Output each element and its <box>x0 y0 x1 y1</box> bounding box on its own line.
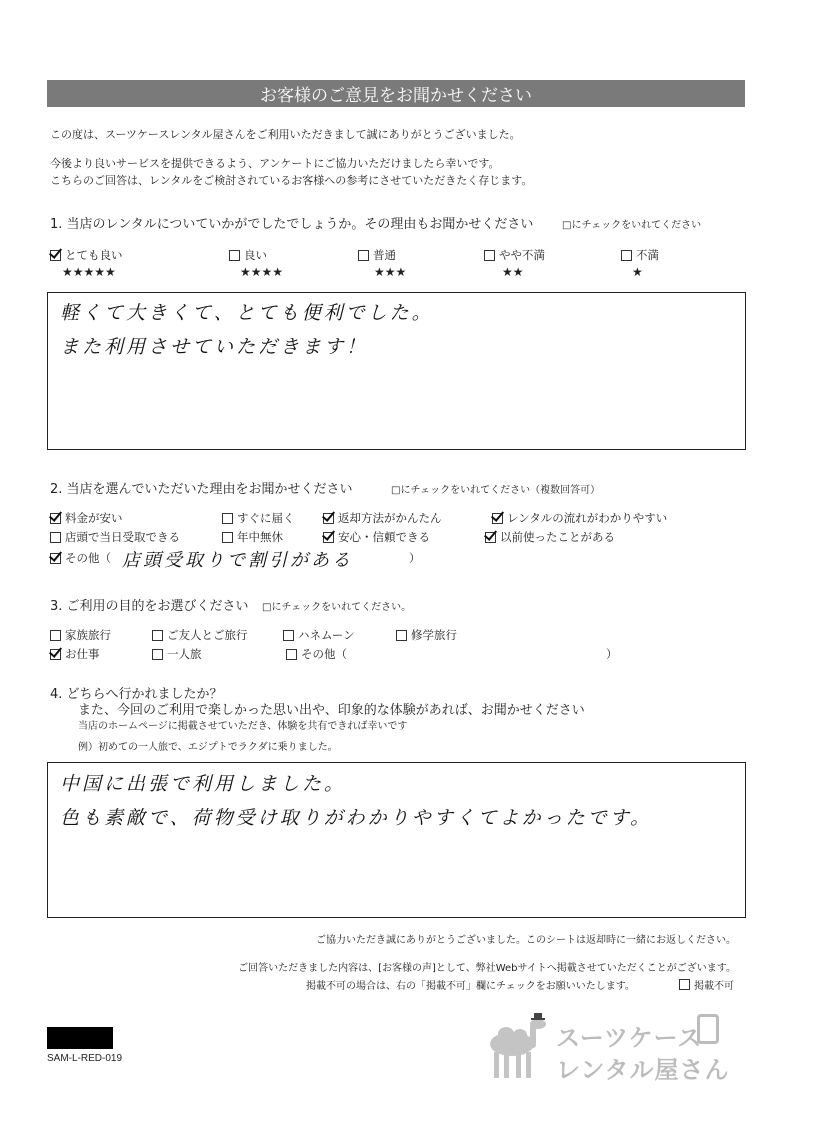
q3-option-label: その他（ <box>301 647 347 661</box>
q3-option-label: 家族旅行 <box>65 628 111 642</box>
q1-answer-line-1: 軽くて大きくて、とても便利でした。 <box>60 302 434 324</box>
checkbox-checked-icon[interactable] <box>323 532 334 543</box>
q2-option-label: 店頭で当日受取できる <box>65 530 180 544</box>
redaction-block <box>47 1027 113 1049</box>
q1-option-label: 普通 <box>373 248 396 262</box>
checkbox-icon[interactable] <box>229 250 240 261</box>
checkbox-checked-icon[interactable] <box>50 553 61 564</box>
q3-note: □にチェックをいれてください。 <box>262 602 412 613</box>
checkbox-icon[interactable] <box>679 979 690 990</box>
q4-answer-line-2: 色も素敵で、荷物受け取りがわかりやすくてよかったです。 <box>60 807 653 829</box>
q3-question: 3. ご利用の目的をお選びください <box>50 599 249 614</box>
q4-question: 4. どちらへ行かれましたか？ <box>50 687 223 702</box>
q1-note: □にチェックをいれてください <box>562 220 702 231</box>
checkbox-icon[interactable] <box>222 513 233 524</box>
checkbox-icon[interactable] <box>222 532 233 543</box>
q1-stars-3: ★★★ <box>374 265 407 279</box>
q2-option-trust[interactable] <box>323 529 430 545</box>
intro-line-1: この度は、スーツケースレンタル屋さんをご利用いただきまして誠にありがとうございました。 <box>50 128 521 141</box>
q1-option-label: とても良い <box>65 248 123 262</box>
q4-note-2: 例）初めての一人旅で、エジプトでラクダに乗りました。 <box>78 742 338 753</box>
q2-option-label: 返却方法がかんたん <box>338 511 442 525</box>
q3-option-label: 修学旅行 <box>411 628 457 642</box>
q2-option-price[interactable] <box>50 510 123 526</box>
checkbox-icon[interactable] <box>283 630 294 641</box>
q3-option-label: お仕事 <box>65 647 100 661</box>
q1-option-dissatisfied[interactable] <box>621 247 659 263</box>
q3-option-honeymoon[interactable] <box>283 627 355 643</box>
footer-optout-label: 掲載不可 <box>694 981 734 992</box>
q1-stars-1: ★ <box>632 265 643 279</box>
q2-option-label: レンタルの流れがわかりやすい <box>507 511 668 525</box>
q2-question: 2. 当店を選んでいただいた理由をお聞かせください <box>50 482 353 497</box>
form-code: SAM-L-RED-019 <box>47 1053 123 1064</box>
suitcase-icon <box>697 1014 719 1044</box>
q1-stars-2: ★★ <box>502 265 524 279</box>
q3-option-label: 一人旅 <box>167 647 202 661</box>
checkbox-checked-icon[interactable] <box>50 649 61 660</box>
q1-stars-5: ★★★★★ <box>62 265 116 279</box>
q1-question: 1. 当店のレンタルについていかがでしたでしょうか。その理由もお聞かせください <box>50 217 534 232</box>
q3-other-close: ） <box>606 647 618 661</box>
q2-option-open-all-year[interactable] <box>222 529 283 545</box>
q2-option-store-pickup[interactable] <box>50 529 180 545</box>
q3-option-other[interactable] <box>286 646 347 662</box>
q1-option-good[interactable] <box>229 247 267 263</box>
checkbox-icon[interactable] <box>152 630 163 641</box>
checkbox-checked-icon[interactable] <box>323 513 334 524</box>
q2-option-label: 以前使ったことがある <box>500 530 615 544</box>
logo-text-line-1: スーツケース <box>556 1024 703 1052</box>
q4-answer-line-1: 中国に出張で利用しました。 <box>60 773 347 795</box>
q2-option-other[interactable] <box>50 550 111 566</box>
checkbox-checked-icon[interactable] <box>485 532 496 543</box>
q2-other-label: その他（ <box>65 551 111 565</box>
q2-option-used-before[interactable] <box>485 529 615 545</box>
q2-other-value: 店頭受取りで割引がある <box>122 550 353 571</box>
q2-option-label: 安心・信頼できる <box>338 530 430 544</box>
checkbox-icon[interactable] <box>396 630 407 641</box>
q1-option-label: 不満 <box>636 248 659 262</box>
q3-option-friends-trip[interactable] <box>152 627 248 643</box>
q2-note: □にチェックをいれてください（複数回答可） <box>391 485 601 496</box>
q3-option-solo-trip[interactable] <box>152 646 202 662</box>
checkbox-icon[interactable] <box>50 630 61 641</box>
q1-stars-4: ★★★★ <box>240 265 284 279</box>
q1-option-normal[interactable] <box>358 247 396 263</box>
q3-option-label: ご友人とご旅行 <box>167 628 248 642</box>
q1-answer-line-2: また利用させていただきます！ <box>60 336 369 358</box>
checkbox-icon[interactable] <box>621 250 632 261</box>
q2-option-label: 年中無休 <box>237 530 283 544</box>
checkbox-icon[interactable] <box>358 250 369 261</box>
footer-optout-option[interactable] <box>679 977 734 992</box>
checkbox-checked-icon[interactable] <box>492 513 503 524</box>
camel-logo-icon <box>476 1012 556 1082</box>
q1-option-somewhat-dissatisfied[interactable] <box>484 247 545 263</box>
q2-option-clear-flow[interactable] <box>492 510 667 526</box>
footer-optout-note: 掲載不可の場合は、右の「掲載不可」欄にチェックをお願いいたします。 <box>306 981 635 992</box>
intro-line-3: こちらのご回答は、レンタルをご検討されているお客様への参考にさせていただきたく存じます。 <box>50 174 533 187</box>
q1-option-label: やや不満 <box>499 248 545 262</box>
intro-line-2: 今後より良いサービスを提供できるよう、アンケートにご協力いただけましたら幸いです。 <box>50 157 500 170</box>
q3-option-label: ハネムーン <box>298 628 355 642</box>
q2-option-fast-delivery[interactable] <box>222 510 295 526</box>
footer-publish-note: ご回答いただきました内容は、[お客様の声]として、弊社Webサイトへ掲載させていただくことがございます。 <box>238 963 736 974</box>
checkbox-checked-icon[interactable] <box>50 513 61 524</box>
page-title: お客様のご意見をお聞かせください <box>47 80 745 107</box>
checkbox-icon[interactable] <box>50 532 61 543</box>
q3-option-family-trip[interactable] <box>50 627 111 643</box>
checkbox-icon[interactable] <box>484 250 495 261</box>
footer-thanks: ご協力いただき誠にありがとうございました。このシートは返却時に一緒にお返しください。 <box>316 935 736 946</box>
q2-option-label: すぐに届く <box>237 511 295 525</box>
checkbox-icon[interactable] <box>152 649 163 660</box>
q3-option-school-trip[interactable] <box>396 627 457 643</box>
q4-note-1: 当店のホームページに掲載させていただき、体験を共有できれば幸いです <box>78 721 408 732</box>
checkbox-icon[interactable] <box>286 649 297 660</box>
q2-option-label: 料金が安い <box>65 511 123 525</box>
logo-text-line-2: レンタル屋さん <box>556 1056 730 1084</box>
q2-other-close: ） <box>409 551 421 565</box>
q4-question-2: また、今回のご利用で楽しかった思い出や、印象的な体験があれば、お聞かせください <box>78 703 585 718</box>
q1-option-very-good[interactable] <box>50 247 123 263</box>
q2-option-easy-return[interactable] <box>323 510 442 526</box>
q1-option-label: 良い <box>244 248 267 262</box>
checkbox-checked-icon[interactable] <box>50 250 61 261</box>
q3-option-business[interactable] <box>50 646 100 662</box>
